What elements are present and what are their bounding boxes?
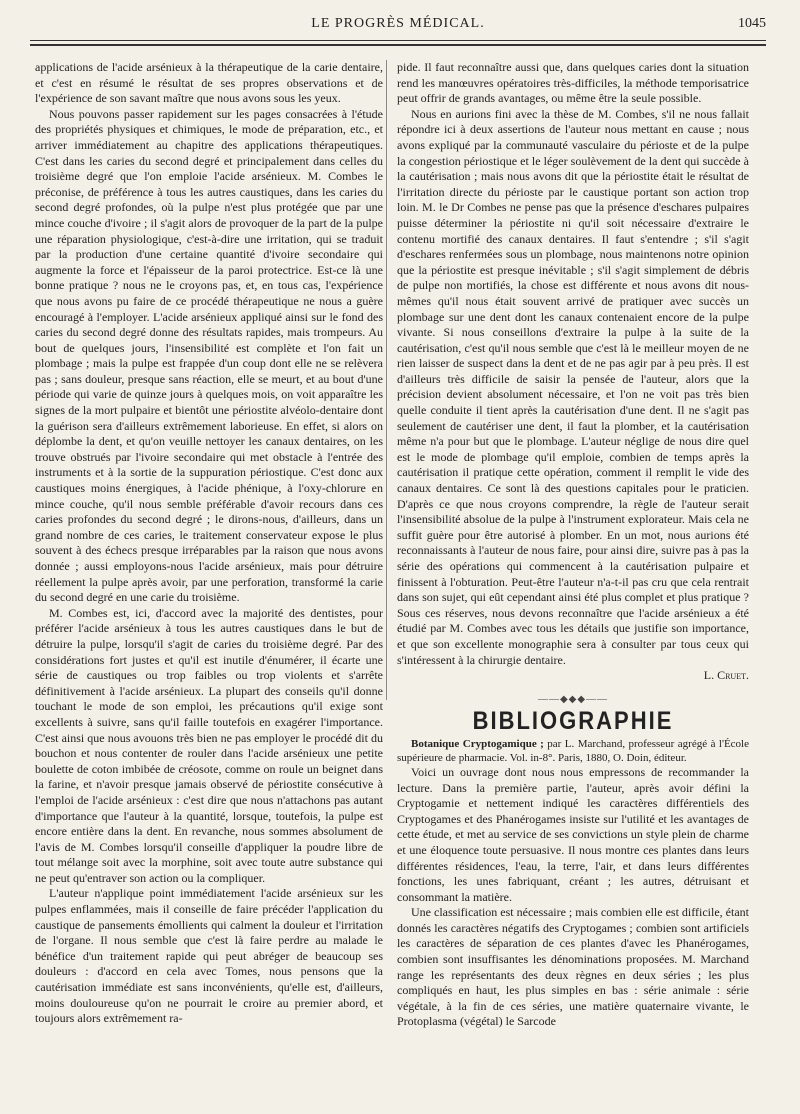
paragraph: Nous pouvons passer rapidement sur les pages consacrées à l'étude des propriétés physiques et chimiques, le mode de préparation, etc., et arriver immédiatement au chapitre des applications thérapeutiques. C'est dans les caries du second degré et principalement dans celles du troisième degré que l'on emploie l'acide arsénieux. M. Combes le préconise, de préférence à tous les autres caustiques, dans les caries du second degré profondes, où la pulpe n'est plus protégée que par une mince couche d'ivoire ; il s'agit alors de provoquer de la part de la pulpe une réparation physiologique, c'est-à-dire une irritation, qui se traduit par la production d'une certaine quantité d'ivoire secondaire qui augmente la force et l'épaisseur de la paroi protectrice. Est-ce là une bonne pratique ? nous ne le croyons pas, et, en tous cas, l'expérience que nous avons pu faire de ce procédé thérapeutique ne nous a guère encouragé à l'employer. L'acide arsénieux appliqué ainsi sur le fond des caries du second degré donne des résultats rapides, mais trompeurs. Au bout de quelques jours, l'insensibilité est complète et l'on fait un plombage ; mais la pulpe est frappée d'un coup dont elle ne se relèvera pas ; sans douleur, presque sans réaction, elle se meurt, et au bout d'une période qui varie de quinze jours à quelques mois, on voit apparaître les signes de la mort pulpaire et bientôt une périostite alvéolo-dentaire dont la guérison sera d'ailleurs extrêmement laborieuse. En effet, si alors on déplombe la dent, et qu'on veuille nettoyer les canaux dentaires, on les trouve obstrués par l'ivoire secondaire qui met obstacle à l'entrée des instruments et à la sortie de la suppuration périostique. C'est donc aux caustiques moins énergiques, à l'acide phénique, à l'oxy-chlorure en mince couche, qu'il nous semble préférable d'avoir recours dans ces caries profondes du second degré ; le dirons-nous, d'ailleurs, dans un grand nombre de ces caries, le traitement conservateur expose le plus souvent à des échecs presque irréparables par la raison que nous avons donnée ; aussi employons-nous l'acide arsénieux, mais pour détruire réellement la pulpe après avoir, par une perforation, transformé la carie du second degré en une carie du troisième. bbox=[35, 106, 383, 605]
paragraph: Une classification est nécessaire ; mais combien elle est difficile, étant donnés les caractères négatifs des Cryptogames ; combien sont artificiels les caractères de séparation de ces plantes d'avec les Phanérogames, combien sont insuffisantes les dénominations proposées. M. Marchand range les représentants des deux règnes en deux séries ; les plus compliqués en haut, les plus simples en bas : série animale : série végétale, à la fin de ces séries, une matière quaternaire vivante, le Protoplasma (végétal) le Sarcode bbox=[397, 905, 749, 1029]
paragraph: applications de l'acide arsénieux à la thérapeutique de la carie dentaire, et c'est en résumé le résultat de ses propres observations et de l'expérience de son savant maître que nous avons sous les yeux. bbox=[35, 60, 383, 106]
author-signature: L. Cruet. bbox=[703, 668, 749, 683]
book-entry bbox=[397, 737, 749, 765]
ornament-divider: ——◆◆◆—— bbox=[537, 693, 609, 705]
column-divider bbox=[386, 60, 387, 700]
paragraph: Nous en aurions fini avec la thèse de M. Combes, s'il ne nous fallait répondre ici à deux assertions de l'auteur nous mettant en cause ; nous avons expliqué par la communauté vasculaire du périoste et de la pulpe la congestion périostique et le léger soulèvement de la dent qui succède à la cautérisation ; mais nous avons dit que la périostite était le résultat de l'irritation directe du périoste par le caustique portant son action trop loin. M. le Dr Combes ne pense pas que la présence d'eschares pulpaires puisse déterminer la périostite ni qu'il soit nécessaire d'extraire le contenu mortifié des canaux dentaires. Il faut s'entendre ; s'il s'agit d'eschares renfermées sous un plombage, nous maintenons notre opinion que la périostite est presque inévitable ; s'il s'agit simplement de débris de pulpe non mortifiés, la chose est différente et nous avons dit nous-mêmes qu'il nous était souvent arrivé de pratiquer avec succès un plombage sur une dent dont les canaux contenaient encore de la pulpe vivante. Si nous conseillons d'extraire la pulpe à la suite de la cautérisation, c'est qu'il nous semble que c'est là le meilleur moyen de ne rien laisser de suspect dans la dent et de ne pas agir par à peu près. Il est d'ailleurs très difficile de saisir la pensée de l'auteur, alors que la précision devient absolument nécessaire, et l'on ne voit pas très bien quelle conduite il tient après la cautérisation d'une dent. Il ne s'agit pas seulement de cautériser une dent, il faut la plomber, et la cautérisation même n'a pour but que le plombage. L'auteur néglige de nous dire quel est le mode de plombage qu'il emploie, combien de temps après la cautérisation il pratique cette opération, comment il remplit le vide des canaux dentaires. Ce sont là des questions capitales pour le praticien. D'après ce que nous croyons comprendre, la règle de l'auteur serait l'insensibilité absolue de la pulpe à l'instrument explorateur. Mais cela ne suffit guère pour être autorisé à plomber. En un mot, nous aurions été reconnaissants à l'auteur de nous faire, pour ainsi dire, suivre pas à pas la série des opérations qui commencent à la cautérisation pulpaire et finissent à l'obturation. Peut-être l'auteur n'a-t-il pas cru que cela rentrait dans son sujet, qui eût cependant ainsi été plus complet et plus pratique ? Sous ces réserves, nous devons reconnaître que l'acide arsénieux a été étudié par M. Combes avec tous les détails que justifie son importance, et que son excellente monographie sera à consulter par tous ceux qui s'intéressent à la chirurgie dentaire. bbox=[397, 106, 749, 667]
book-details: par L. Marchand, professeur agrégé à l'École supérieure de pharmacie. Vol. in-8°. Paris, 1880, O. Doin, éditeur. bbox=[397, 737, 749, 764]
section-title: BIBLIOGRAPHIE bbox=[472, 706, 674, 736]
paragraph: Voici un ouvrage dont nous nous empressons de recommander la lecture. Dans la première partie, l'auteur, après avoir défini la Cryptogamie et nettement indiqué les caractères différentiels des Cryptogames et des Phanérogames insiste sur l'utilité et les avantages de cette étude, et met au service de ses convictions un style plein de charme et une éloquence toute persuasive. Il nous montre ces plantes dans leurs différentes résidences, l'eau, la terre, l'air, et dans leurs différentes fonctions, les unes fabriquant, créant ; les autres, détruisant et consommant la matière. bbox=[397, 764, 749, 904]
book-title: Botanique Cryptogamique ; bbox=[411, 737, 544, 750]
header-rule-thick bbox=[30, 44, 766, 46]
running-title: LE PROGRÈS MÉDICAL. bbox=[311, 16, 485, 31]
left-column bbox=[35, 60, 383, 1100]
paragraph: pide. Il faut reconnaître aussi que, dans quelques caries dont la situation rend les manœuvres opératoires très-difficiles, la méthode temporisatrice peut offrir de grands avantages, ou même être la seule possible. bbox=[397, 60, 749, 106]
page-number: 1045 bbox=[738, 16, 766, 31]
page-header bbox=[30, 16, 766, 38]
paragraph: M. Combes est, ici, d'accord avec la majorité des dentistes, pour préférer l'acide arsénieux à tous les autres caustiques dans le but de détruire la pulpe, lorsqu'il s'agit de caries du troisième degré. Par des considérations fort justes et qu'il est inutile d'énumérer, il écarte une série de caustiques ou trop faibles ou trop violents et s'arrête définitivement à l'acide arsénieux. La plupart des conseils qu'il donne touchant le mode de son emploi, les précautions qu'il exige sont excellents à suivre, sans qu'il faille toutefois en exagérer l'importance. C'est ainsi que nous avouons très bien ne pas employer le procédé dit du bouchon et nous contenter de rouler dans l'acide arsénieux une petite boulette de coton imbibée de créosote, comme on roule un beignet dans la farine, et n'avoir presque jamais observé de périostite consécutive à l'emploi de l'acide arsénieux : c'est dire que nous n'attachons pas autant d'importance que l'auteur à la quantité, lorsque, toutefois, la pulpe est encore entière dans la dent. En revanche, nous sommes absolument de l'avis de M. Combes lorsqu'il conseille d'appliquer la poudre libre de tout mélange soit avec la morphine, soit avec toute autre substance qui ne peut qu'entraver son action ou la compliquer. bbox=[35, 605, 383, 885]
paragraph: L'auteur n'applique point immédiatement l'acide arsénieux sur les pulpes enflammées, mais il conseille de faire précéder l'application du caustique de pansements émollients qui calment la douleur et l'irritation de l'organe. Il nous semble que c'est là faire perdre au malade le bénéfice d'un traitement rapide qui peut abréger de beaucoup ses douleurs : d'accord en cela avec Tomes, nous pensons que la cautérisation immédiate est sans inconvénients, qu'elle est, d'ailleurs, moins douloureuse qu'on ne pourrait le croire au premier abord, et toujours alors extrêmement ra- bbox=[35, 886, 383, 1026]
right-column bbox=[397, 60, 749, 1100]
header-rule-thin bbox=[30, 40, 766, 41]
